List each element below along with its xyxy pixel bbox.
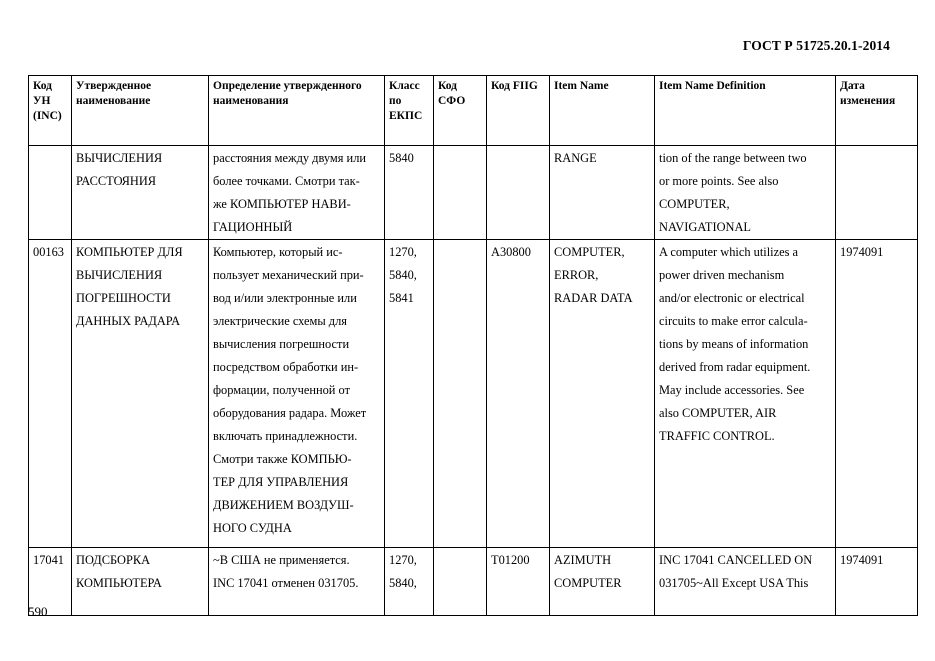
header-approved-name: Утвержденное наименование xyxy=(72,76,209,146)
cell-approved-name xyxy=(72,146,209,240)
cell-line: TRAFFIC CONTROL. xyxy=(659,429,775,443)
cell-item-name xyxy=(550,240,655,548)
cell-line: ~В США не применяется. xyxy=(213,553,350,567)
cell-line: КОМПЬЮТЕР ДЛЯ xyxy=(76,245,183,259)
cell-line: 1270, xyxy=(389,553,417,567)
cell-line: ДВИЖЕНИЕМ ВОЗДУШ- xyxy=(213,498,354,512)
cell-line: tions by means of information xyxy=(659,337,809,351)
cell-line: включать принадлежности. xyxy=(213,429,358,443)
cell-fiig: T01200 xyxy=(487,548,550,616)
cell-line: электрические схемы для xyxy=(213,314,347,328)
cell-definition xyxy=(209,240,385,548)
cell-date: 1974091 xyxy=(836,548,918,616)
header-item-definition: Item Name Definition xyxy=(655,76,836,146)
cell-approved-name xyxy=(72,240,209,548)
cell-approved-name xyxy=(72,548,209,616)
cell-line: also COMPUTER, AIR xyxy=(659,406,777,420)
cell-line: and/or electronic or electrical xyxy=(659,291,805,305)
cell-line: КОМПЬЮТЕРА xyxy=(76,576,162,590)
cell-item-definition xyxy=(655,146,836,240)
cell-line: Смотри также КОМПЬЮ- xyxy=(213,452,352,466)
cell-line: 5840, xyxy=(389,576,417,590)
cell-line: ГАЦИОННЫЙ xyxy=(213,220,293,234)
cell-sfo xyxy=(434,146,487,240)
cell-line: РАССТОЯНИЯ xyxy=(76,174,157,188)
table-header-row xyxy=(29,76,918,146)
cell-line: circuits to make error calcula- xyxy=(659,314,808,328)
cell-definition xyxy=(209,548,385,616)
cell-line: tion of the range between two xyxy=(659,151,807,165)
cell-line: AZIMUTH xyxy=(554,553,612,567)
cell-line: ПОГРЕШНОСТИ xyxy=(76,291,171,305)
cell-definition xyxy=(209,146,385,240)
cell-date: 1974091 xyxy=(836,240,918,548)
table-row xyxy=(29,548,918,616)
cell-class xyxy=(385,240,434,548)
cell-line: NAVIGATIONAL xyxy=(659,220,752,234)
cell-item-name xyxy=(550,146,655,240)
header-item-name: Item Name xyxy=(550,76,655,146)
cell-item-definition xyxy=(655,548,836,616)
cell-item-definition xyxy=(655,240,836,548)
cell-line: ВЫЧИСЛЕНИЯ xyxy=(76,151,163,165)
table-row xyxy=(29,146,918,240)
cell-line: A computer which utilizes a xyxy=(659,245,799,259)
cell-fiig: A30800 xyxy=(487,240,550,548)
cell-line: 031705~All Except USA This xyxy=(659,576,809,590)
cell-class xyxy=(385,548,434,616)
document-header-title: ГОСТ Р 51725.20.1-2014 xyxy=(742,38,890,53)
cell-line: более точками. Смотри так- xyxy=(213,174,360,188)
cell-line: Компьютер, который ис- xyxy=(213,245,343,259)
header-date: Дата изменения xyxy=(836,76,918,146)
cell-sfo xyxy=(434,548,487,616)
cell-item-name xyxy=(550,548,655,616)
header-definition: Определение утвержденного наименования xyxy=(209,76,385,146)
header-fiig: Код FIIG xyxy=(487,76,550,146)
cell-line: INC 17041 отменен 031705. xyxy=(213,576,359,590)
cell-line: 1270, xyxy=(389,245,417,259)
cell-line: derived from radar equipment. xyxy=(659,360,811,374)
cell-line: COMPUTER, xyxy=(554,245,625,259)
cell-line: COMPUTER xyxy=(554,576,622,590)
cell-inc: 00163 xyxy=(29,240,72,548)
cell-line: ВЫЧИСЛЕНИЯ xyxy=(76,268,163,282)
cell-line: вычисления погрешности xyxy=(213,337,350,351)
header-class: Класс по ЕКПС xyxy=(385,76,434,146)
cell-line: 5840, xyxy=(389,268,417,282)
cell-sfo xyxy=(434,240,487,548)
cell-line: or more points. See also xyxy=(659,174,779,188)
header-sfo: Код СФО xyxy=(434,76,487,146)
cell-line: RANGE xyxy=(554,151,597,165)
cell-line: ERROR, xyxy=(554,268,599,282)
cell-inc xyxy=(29,146,72,240)
cell-line: же КОМПЬЮТЕР НАВИ- xyxy=(213,197,351,211)
cell-line: ПОДСБОРКА xyxy=(76,553,151,567)
cell-line: ДАННЫХ РАДАРА xyxy=(76,314,181,328)
cell-date xyxy=(836,146,918,240)
cell-line: вод и/или электронные или xyxy=(213,291,357,305)
cell-line: оборудования радара. Может xyxy=(213,406,367,420)
table-row xyxy=(29,240,918,548)
cell-line: расстояния между двумя или xyxy=(213,151,367,165)
cell-inc: 17041 xyxy=(29,548,72,616)
cell-line: COMPUTER, xyxy=(659,197,730,211)
cell-line: формации, полученной от xyxy=(213,383,350,397)
cell-class xyxy=(385,146,434,240)
cell-line: посредством обработки ин- xyxy=(213,360,359,374)
header-inc: Код УН (INC) xyxy=(29,76,72,146)
cell-line: May include accessories. See xyxy=(659,383,805,397)
catalog-table xyxy=(28,75,918,616)
cell-line: RADAR DATA xyxy=(554,291,633,305)
cell-line: пользует механический при- xyxy=(213,268,364,282)
cell-line: INC 17041 CANCELLED ON xyxy=(659,553,813,567)
cell-line: НОГО СУДНА xyxy=(213,521,292,535)
cell-line: 5841 xyxy=(389,291,414,305)
cell-line: power driven mechanism xyxy=(659,268,785,282)
cell-fiig xyxy=(487,146,550,240)
cell-line: ТЕР ДЛЯ УПРАВЛЕНИЯ xyxy=(213,475,349,489)
page-number: 590 xyxy=(28,604,48,619)
cell-line: 5840 xyxy=(389,151,414,165)
